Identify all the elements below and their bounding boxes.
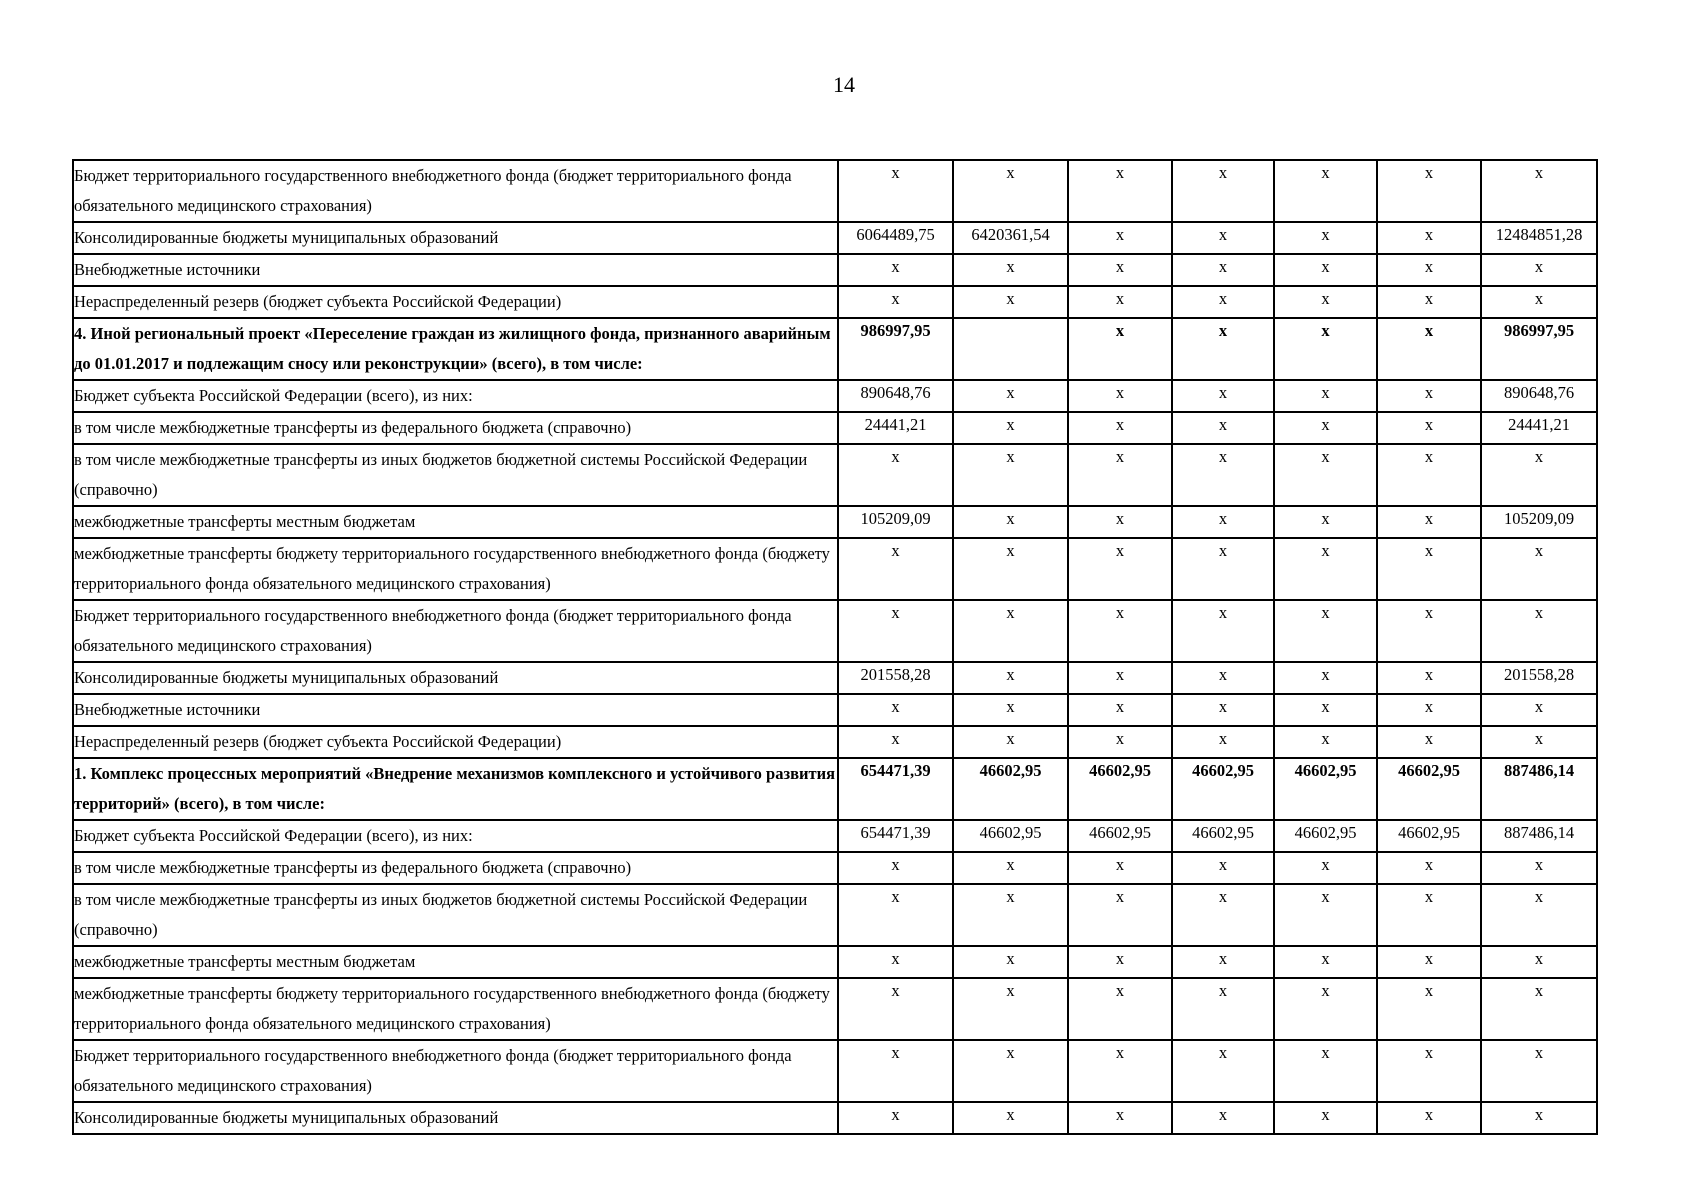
row-value: x: [838, 1040, 953, 1102]
row-value: x: [1274, 412, 1377, 444]
row-value: x: [1274, 726, 1377, 758]
row-value: 46602,95: [1172, 820, 1274, 852]
row-value: x: [1377, 1040, 1481, 1102]
row-value: x: [1377, 506, 1481, 538]
row-label: в том числе межбюджетные трансферты из федерального бюджета (справочно): [73, 412, 838, 444]
row-value: x: [838, 444, 953, 506]
row-value: x: [1481, 254, 1597, 286]
row-value: x: [1068, 538, 1172, 600]
row-value: x: [953, 254, 1068, 286]
row-value: x: [838, 160, 953, 222]
row-value: x: [1377, 160, 1481, 222]
row-value: x: [953, 662, 1068, 694]
row-value: x: [1172, 222, 1274, 254]
row-label: Нераспределенный резерв (бюджет субъекта Российской Федерации): [73, 726, 838, 758]
table-row: [73, 978, 1597, 1040]
table-row: [73, 222, 1597, 254]
row-value: 46602,95: [1274, 758, 1377, 820]
row-value: x: [1377, 662, 1481, 694]
row-value: 887486,14: [1481, 758, 1597, 820]
row-value: 6420361,54: [953, 222, 1068, 254]
row-value: x: [1172, 946, 1274, 978]
row-value: x: [1068, 726, 1172, 758]
row-label: межбюджетные трансферты бюджету территориального государственного внебюджетного фонда (бюджету территориального фонда обязательного медицинского страхования): [73, 538, 838, 600]
row-value: x: [1068, 222, 1172, 254]
row-value: x: [1068, 600, 1172, 662]
row-value: x: [953, 1102, 1068, 1134]
row-value: x: [1172, 380, 1274, 412]
table-row: [73, 254, 1597, 286]
row-value: x: [953, 160, 1068, 222]
row-value: x: [1481, 1102, 1597, 1134]
row-value: 46602,95: [953, 820, 1068, 852]
table-row: [73, 1102, 1597, 1134]
row-value: x: [1172, 444, 1274, 506]
row-value: x: [1274, 662, 1377, 694]
row-label: межбюджетные трансферты местным бюджетам: [73, 946, 838, 978]
row-value: x: [1172, 506, 1274, 538]
row-value: x: [1068, 286, 1172, 318]
row-value: x: [1274, 538, 1377, 600]
row-value: x: [838, 286, 953, 318]
row-value: 46602,95: [1377, 758, 1481, 820]
row-value: 46602,95: [1068, 758, 1172, 820]
row-value: x: [1068, 1102, 1172, 1134]
row-value: x: [838, 978, 953, 1040]
row-value: x: [1172, 600, 1274, 662]
row-value: 46602,95: [1172, 758, 1274, 820]
row-value: x: [1068, 506, 1172, 538]
row-value: 986997,95: [1481, 318, 1597, 380]
row-value: x: [838, 254, 953, 286]
row-value: x: [1377, 538, 1481, 600]
row-value: x: [1481, 694, 1597, 726]
row-value: x: [1481, 726, 1597, 758]
row-value: x: [838, 1102, 953, 1134]
row-value: x: [1274, 444, 1377, 506]
row-label: Бюджет субъекта Российской Федерации (всего), из них:: [73, 380, 838, 412]
row-value: x: [1377, 286, 1481, 318]
row-value: x: [1377, 412, 1481, 444]
row-value: 46602,95: [1377, 820, 1481, 852]
row-label: в том числе межбюджетные трансферты из иных бюджетов бюджетной системы Российской Федерации (справочно): [73, 884, 838, 946]
table-section-row: [73, 318, 1597, 380]
table-row: [73, 726, 1597, 758]
row-value: 890648,76: [1481, 380, 1597, 412]
table-row: [73, 1040, 1597, 1102]
row-value: x: [1172, 286, 1274, 318]
row-value: x: [1481, 160, 1597, 222]
table-row: [73, 600, 1597, 662]
row-value: x: [1172, 694, 1274, 726]
row-value: x: [953, 380, 1068, 412]
row-value: x: [838, 884, 953, 946]
row-value: 12484851,28: [1481, 222, 1597, 254]
row-value: x: [1377, 222, 1481, 254]
row-value: x: [1481, 538, 1597, 600]
row-value: x: [1481, 884, 1597, 946]
row-label: межбюджетные трансферты местным бюджетам: [73, 506, 838, 538]
row-value: x: [1068, 694, 1172, 726]
row-value: x: [1274, 380, 1377, 412]
table-row: [73, 852, 1597, 884]
row-value: x: [1172, 852, 1274, 884]
row-value: x: [1274, 600, 1377, 662]
row-value: x: [1274, 222, 1377, 254]
row-value: x: [1068, 852, 1172, 884]
row-value: x: [953, 412, 1068, 444]
row-value: x: [1274, 884, 1377, 946]
table-row: [73, 160, 1597, 222]
row-value: x: [1172, 318, 1274, 380]
row-value: x: [1172, 1102, 1274, 1134]
row-value: x: [953, 444, 1068, 506]
row-value: x: [1172, 726, 1274, 758]
page-number: 14: [833, 72, 855, 97]
table-row: [73, 380, 1597, 412]
row-label: в том числе межбюджетные трансферты из иных бюджетов бюджетной системы Российской Федерации (справочно): [73, 444, 838, 506]
table-row: [73, 946, 1597, 978]
row-value: x: [1068, 318, 1172, 380]
table-row: [73, 884, 1597, 946]
row-value: x: [1377, 380, 1481, 412]
row-value: x: [1377, 694, 1481, 726]
row-value: x: [1377, 946, 1481, 978]
row-value: x: [1068, 946, 1172, 978]
row-value: x: [1068, 662, 1172, 694]
row-value: x: [1274, 852, 1377, 884]
row-value: x: [1481, 286, 1597, 318]
table-row: [73, 538, 1597, 600]
row-value: x: [953, 884, 1068, 946]
budget-table-body: [73, 160, 1597, 1134]
row-value: x: [1274, 946, 1377, 978]
budget-table: [72, 159, 1598, 1135]
row-value: x: [838, 726, 953, 758]
row-value: x: [1274, 254, 1377, 286]
row-value: x: [1481, 978, 1597, 1040]
row-label: в том числе межбюджетные трансферты из федерального бюджета (справочно): [73, 852, 838, 884]
row-value: [953, 318, 1068, 380]
table-row: [73, 694, 1597, 726]
row-value: x: [953, 286, 1068, 318]
row-value: x: [1377, 884, 1481, 946]
row-label: межбюджетные трансферты бюджету территориального государственного внебюджетного фонда (бюджету территориального фонда обязательного медицинского страхования): [73, 978, 838, 1040]
table-row: [73, 662, 1597, 694]
row-label: Бюджет территориального государственного внебюджетного фонда (бюджет территориального фонда обязательного медицинского страхования): [73, 1040, 838, 1102]
row-label: Консолидированные бюджеты муниципальных образований: [73, 222, 838, 254]
row-value: x: [953, 694, 1068, 726]
row-value: x: [1481, 600, 1597, 662]
row-label: Бюджет субъекта Российской Федерации (всего), из них:: [73, 820, 838, 852]
row-value: x: [1172, 254, 1274, 286]
row-value: 654471,39: [838, 820, 953, 852]
row-value: 46602,95: [1068, 820, 1172, 852]
row-value: x: [953, 1040, 1068, 1102]
row-value: x: [1377, 1102, 1481, 1134]
row-label: Бюджет территориального государственного внебюджетного фонда (бюджет территориального фонда обязательного медицинского страхования): [73, 160, 838, 222]
row-value: x: [1377, 444, 1481, 506]
row-label: Внебюджетные источники: [73, 254, 838, 286]
row-value: x: [1068, 380, 1172, 412]
row-label: 1. Комплекс процессных мероприятий «Внедрение механизмов комплексного и устойчивого развития территорий» (всего), в том числе:: [73, 758, 838, 820]
row-value: x: [953, 978, 1068, 1040]
table-row: [73, 286, 1597, 318]
table-row: [73, 444, 1597, 506]
row-value: x: [1377, 978, 1481, 1040]
row-value: x: [1172, 538, 1274, 600]
row-label: Нераспределенный резерв (бюджет субъекта Российской Федерации): [73, 286, 838, 318]
row-value: 201558,28: [838, 662, 953, 694]
row-value: x: [953, 600, 1068, 662]
row-value: x: [1274, 318, 1377, 380]
row-value: x: [953, 506, 1068, 538]
row-value: x: [838, 694, 953, 726]
row-value: x: [1481, 1040, 1597, 1102]
row-value: x: [953, 852, 1068, 884]
row-value: x: [838, 538, 953, 600]
row-value: x: [1274, 286, 1377, 318]
row-value: x: [1274, 1102, 1377, 1134]
row-value: x: [1068, 412, 1172, 444]
row-value: 105209,09: [838, 506, 953, 538]
row-value: 105209,09: [1481, 506, 1597, 538]
row-value: 46602,95: [953, 758, 1068, 820]
row-value: x: [1068, 1040, 1172, 1102]
table-row: [73, 412, 1597, 444]
row-value: x: [1274, 978, 1377, 1040]
row-label: 4. Иной региональный проект «Переселение граждан из жилищного фонда, признанного аварийным до 01.01.2017 и подлежащим сносу или реконструкции» (всего), в том числе:: [73, 318, 838, 380]
row-label: Консолидированные бюджеты муниципальных образований: [73, 662, 838, 694]
row-value: 24441,21: [838, 412, 953, 444]
row-value: x: [1172, 884, 1274, 946]
row-value: x: [1172, 412, 1274, 444]
row-value: x: [1481, 852, 1597, 884]
row-value: x: [1481, 946, 1597, 978]
table-row: [73, 820, 1597, 852]
row-value: x: [838, 852, 953, 884]
row-value: x: [1172, 1040, 1274, 1102]
row-value: x: [1172, 662, 1274, 694]
row-value: x: [1377, 600, 1481, 662]
row-value: 986997,95: [838, 318, 953, 380]
row-value: x: [1068, 254, 1172, 286]
table-section-row: [73, 758, 1597, 820]
row-value: x: [1377, 852, 1481, 884]
table-row: [73, 506, 1597, 538]
row-value: x: [1274, 160, 1377, 222]
row-value: x: [1377, 318, 1481, 380]
row-value: x: [1274, 694, 1377, 726]
row-label: Консолидированные бюджеты муниципальных образований: [73, 1102, 838, 1134]
row-value: x: [1377, 254, 1481, 286]
row-value: 654471,39: [838, 758, 953, 820]
row-value: x: [1068, 978, 1172, 1040]
row-value: 890648,76: [838, 380, 953, 412]
row-value: x: [1172, 160, 1274, 222]
row-value: x: [953, 538, 1068, 600]
row-value: 24441,21: [1481, 412, 1597, 444]
row-value: x: [953, 726, 1068, 758]
row-value: 6064489,75: [838, 222, 953, 254]
row-value: x: [838, 600, 953, 662]
row-value: x: [1068, 160, 1172, 222]
row-value: 201558,28: [1481, 662, 1597, 694]
row-value: x: [1481, 444, 1597, 506]
row-value: x: [953, 946, 1068, 978]
row-label: Бюджет территориального государственного внебюджетного фонда (бюджет территориального фонда обязательного медицинского страхования): [73, 600, 838, 662]
row-value: x: [1274, 506, 1377, 538]
row-value: 887486,14: [1481, 820, 1597, 852]
row-value: 46602,95: [1274, 820, 1377, 852]
row-value: x: [1377, 726, 1481, 758]
row-value: x: [1172, 978, 1274, 1040]
row-value: x: [1274, 1040, 1377, 1102]
row-label: Внебюджетные источники: [73, 694, 838, 726]
row-value: x: [1068, 884, 1172, 946]
row-value: x: [838, 946, 953, 978]
row-value: x: [1068, 444, 1172, 506]
